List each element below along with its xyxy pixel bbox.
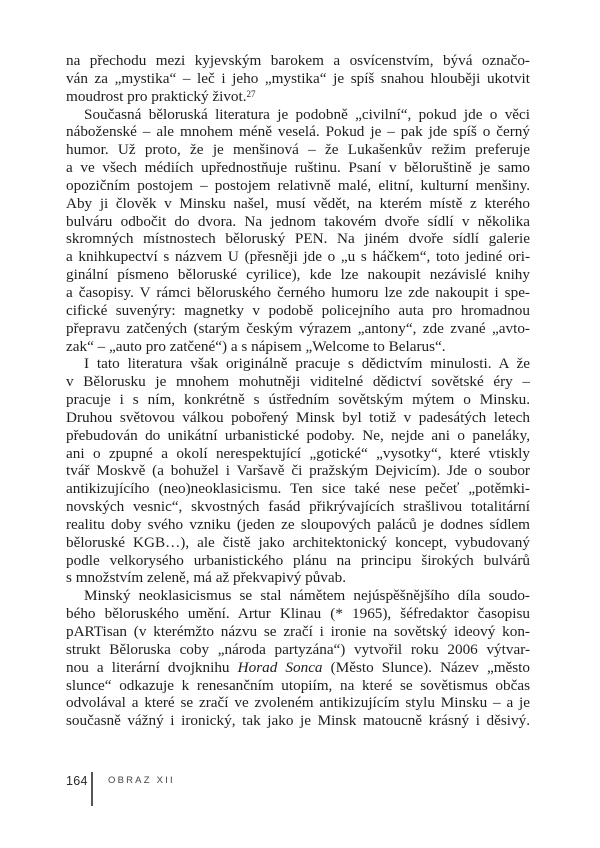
line-text: nou a literární dvojknihu <box>66 658 238 676</box>
text-line: odvolával a které se zračí ve zvoleném antikizujícím stylu Minsku – a je <box>66 694 530 712</box>
text-line: cifické suvenýry: magnetky v podobě policejního auta pro hromadnou <box>66 301 530 319</box>
text-line: ani o zpupné a okolí nerespektující „gotické“ „vysotky“, které vtiskly <box>66 444 530 462</box>
text-line: ván za „mystika“ – leč i jeho „mystika“ je spíš snahou hlouběji ukotvit <box>66 69 530 87</box>
paragraph-start: Současná běloruská literatura je podobně „civilní“, pokud jde o věci <box>84 105 530 123</box>
text-line: v Bělorusku je mnohem mohutněji viditelné dědictví sovětské éry – <box>66 373 530 391</box>
text-line: a časopisy. V rámci běloruského černého humoru lze zde nakoupit i spe- <box>66 283 530 301</box>
text-line: novských vesnic“, skvostných fasád přikrývajících strašlivou totalitární <box>66 498 530 516</box>
text-line: humor. Už proto, že je menšinová – že Lukašenkův režim preferuje <box>66 141 530 159</box>
page-body <box>66 52 530 730</box>
text-line: antikizujícího (neo)neoklasicismu. Ten sice také nese pečeť „potěmki- <box>66 480 530 498</box>
text-line: současně vážný i ironický, tak jako je Minsk matoucně krásný i děsivý. <box>66 712 530 730</box>
text-line: s množstvím zeleně, má až překvapivý půvab. <box>66 569 347 587</box>
paragraph-start: I tato literatura však originálně pracuje s dědictvím minulosti. A že <box>84 355 530 373</box>
text-line: tvář Moskvě (a bohužel i Varšavě či pražským Dejvicím). Jde o soubor <box>66 462 530 480</box>
footer-divider <box>91 772 93 806</box>
text-line: slunce“ odkazuje k renesančním utopiím, na které se sovětismus občas <box>66 676 530 694</box>
text-line: přebudován do unikátní urbanistické podoby. Ne, nejde ani o paneláky, <box>66 426 530 444</box>
text-line: skromných místnostech běloruský PEN. Na jiném dvoře sídlí galerie <box>66 230 530 248</box>
text-line: opozičním postojem – postojem relativně malé, elitní, kulturní menšiny. <box>66 176 530 194</box>
text-line: běloruské KGB…), ale čistě jako architektonický koncept, vybudovaný <box>66 533 530 551</box>
text-line: strukt Běloruska coby „národa partyzána“) vytvořil roku 2006 výtvar- <box>66 640 530 658</box>
text-line: na přechodu mezi kyjevským barokem a osvícenstvím, bývá označo- <box>66 52 530 69</box>
running-head: OBRAZ XII <box>108 775 175 786</box>
text-line: podle velkorysého urbanistického plánu na principu širokých bulvárů <box>66 551 530 569</box>
text-line: přepravu zatčených (starým českým výrazem „antony“, zde zvané „avto- <box>66 319 530 337</box>
footnote-marker[interactable]: 27 <box>246 88 256 99</box>
text-line: a ve všech médiích upřednostňuje ruštinu. Psaní v běloruštině je samo <box>66 159 530 177</box>
paragraph-start: Minský neoklasicismus se stal námětem nejúspěšnějšího díla soudo- <box>84 587 530 605</box>
text-line: náboženské – ale mnohem méně veselá. Pokud je – pak jde spíš o černý <box>66 123 530 141</box>
text-line: pARTisan (v kterémžto názvu se zračí i ironie na sovětský ideový kon- <box>66 623 530 640</box>
text-line: Aby ji člověk v Minsku našel, musí vědět, na kterém místě z kterého <box>66 194 530 212</box>
text-line: zak“ – „auto pro zatčené“) a s nápisem „Welcome to Belarus“. <box>66 337 446 355</box>
text-line: pracuje i s ním, konkrétně s ústředním sovětským mýtem o Minsku. <box>66 391 530 409</box>
text-line: bého běloruského umění. Artur Klinau (* 1965), šéfredaktor časopisu <box>66 605 530 623</box>
page-number: 164 <box>66 774 88 788</box>
text-line: Druhou světovou válkou pobořený Minsk byl totiž v padesátých letech <box>66 408 530 426</box>
line-text: (Město Slunce). Název „město <box>322 658 530 676</box>
text-line <box>66 659 530 677</box>
text-line: a knihkupectví s názvem U (přesněji jde o „u s háčkem“, toto jediné ori- <box>66 248 530 266</box>
text-line: bulváru odbočit do dvora. Na jednom takovém dvoře sídlí v několika <box>66 212 530 230</box>
text-line: ginální písmeno běloruské cyrilice), kde lze nakoupit nezávislé knihy <box>66 266 530 284</box>
text-line <box>66 88 530 106</box>
text-line: realitu doby svého vzniku (jeden ze sloupových paláců je dodnes sídlem <box>66 515 530 533</box>
book-title: Horad Sonca <box>237 658 323 676</box>
line-text: moudrost pro praktický život. <box>66 87 247 105</box>
